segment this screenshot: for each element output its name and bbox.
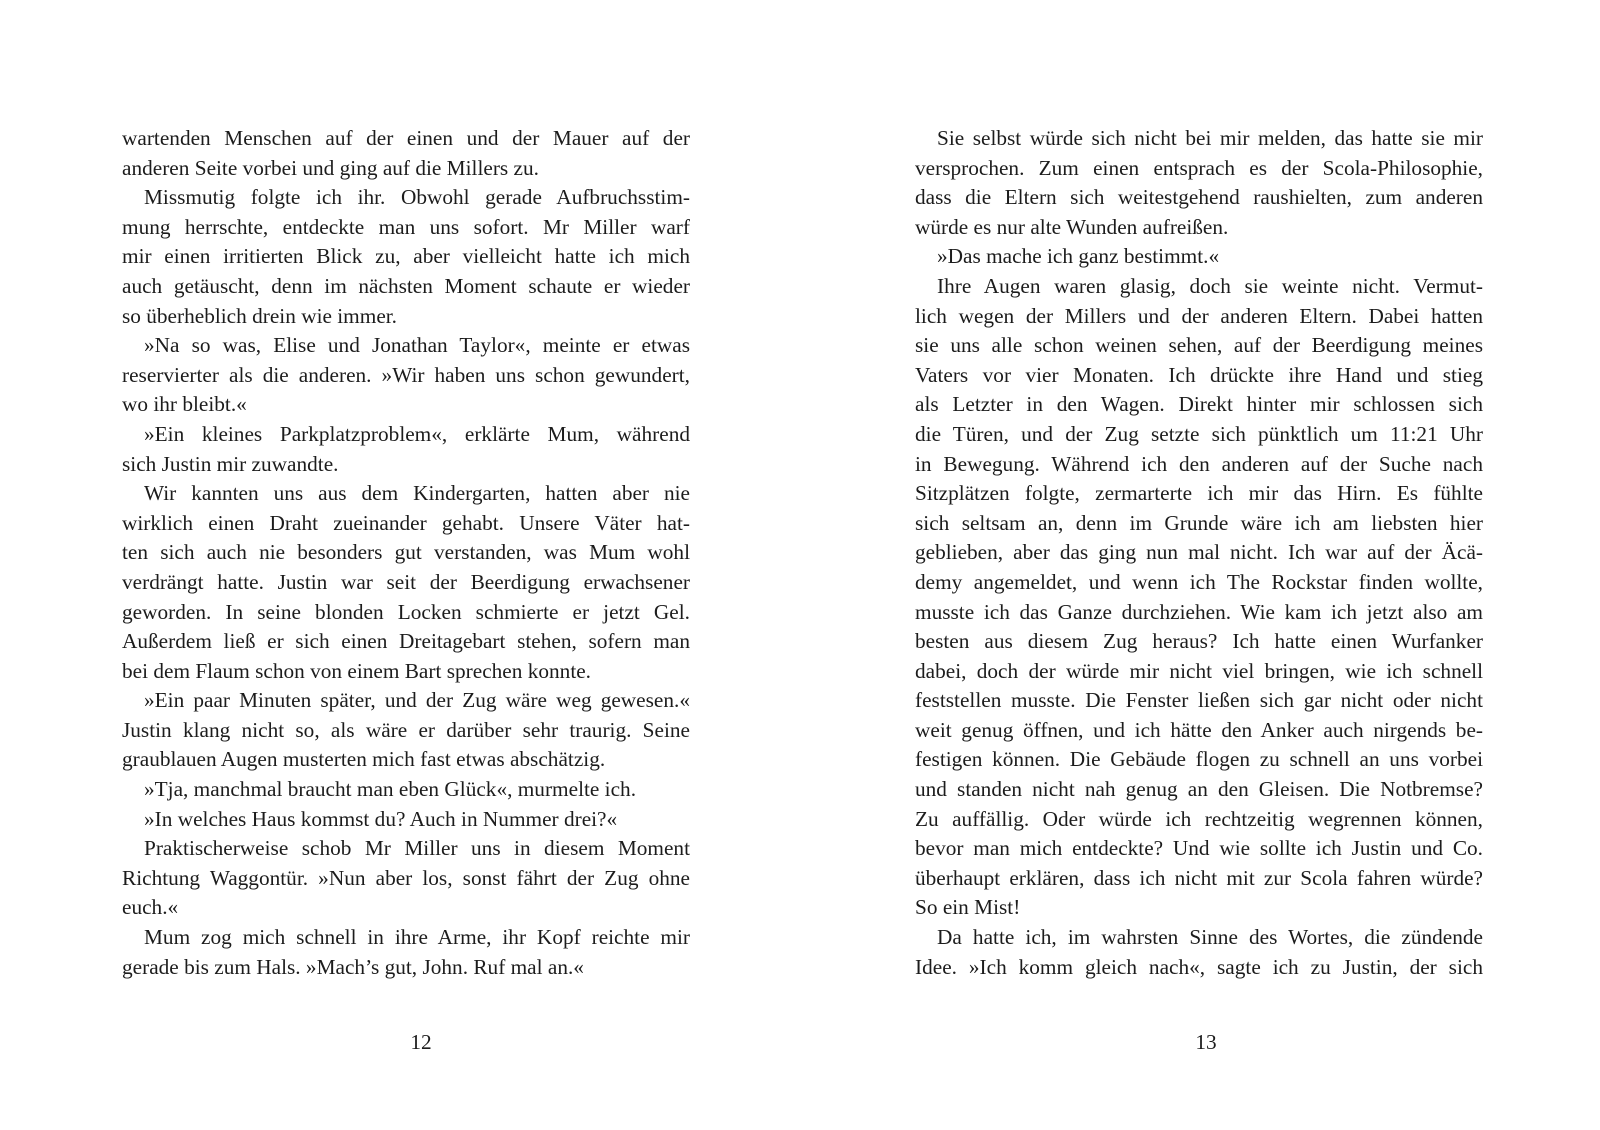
text-line: »In welches Haus kommst du? Auch in Nummer drei?« <box>144 806 618 831</box>
left-page-text <box>122 124 690 982</box>
right-page <box>800 0 1600 1130</box>
text-line: mir einen irritierten Blick zu, aber vielleicht hatte ich mich <box>122 244 690 269</box>
text-line: graublauen Augen musterten mich fast etwas abschätzig. <box>122 747 606 772</box>
text-line: So ein Mist! <box>915 895 1021 920</box>
text-line: so überheblich drein wie immer. <box>122 303 398 328</box>
text-line: Da hatte ich, im wahrsten Sinne des Wortes, die zündende <box>937 925 1483 950</box>
text-line: in Bewegung. Während ich den anderen auf der Suche nach <box>915 451 1483 476</box>
text-line: »Tja, manchmal braucht man eben Glück«, murmelte ich. <box>144 777 637 802</box>
text-line: lich wegen der Millers und der anderen Eltern. Dabei hatten <box>915 303 1483 328</box>
text-line: gerade bis zum Hals. »Mach’s gut, John. Ruf mal an.« <box>122 954 584 979</box>
text-line: als Letzter in den Wagen. Direkt hinter mir schlossen sich <box>915 392 1483 417</box>
text-line: bei dem Flaum schon von einem Bart sprechen konnte. <box>122 658 592 683</box>
text-line: und standen nicht nah genug an den Gleisen. Die Notbremse? <box>915 777 1483 802</box>
text-line: »Das mache ich ganz bestimmt.« <box>937 244 1220 269</box>
text-line: besten aus diesem Zug heraus? Ich hatte einen Wurfanker <box>915 629 1483 654</box>
text-line: Zu auffällig. Oder würde ich rechtzeitig wegrennen können, <box>915 806 1483 831</box>
text-line: auch getäuscht, denn im nächsten Moment schaute er wieder <box>122 273 690 298</box>
left-page-number: 12 <box>410 1030 432 1054</box>
text-line: dabei, doch der würde mir nicht viel bringen, wie ich schnell <box>915 658 1483 683</box>
text-line: Vaters vor vier Monaten. Ich drückte ihre Hand und stieg <box>915 362 1483 387</box>
text-line: »Ein kleines Parkplatzproblem«, erklärte Mum, während <box>144 421 690 446</box>
text-line: Wir kannten uns aus dem Kindergarten, hatten aber nie <box>144 481 690 506</box>
text-line: mung herrschte, entdeckte man uns sofort. Mr Miller warf <box>122 214 690 239</box>
text-line: Richtung Waggontür. »Nun aber los, sonst fährt der Zug ohne <box>122 865 690 890</box>
text-line: Justin klang nicht so, als wäre er darüber sehr traurig. Seine <box>122 717 690 742</box>
text-line: festigen können. Die Gebäude flogen zu schnell an uns vorbei <box>915 747 1483 772</box>
text-line: Ihre Augen waren glasig, doch sie weinte nicht. Vermut- <box>937 273 1483 298</box>
text-line: Mum zog mich schnell in ihre Arme, ihr Kopf reichte mir <box>144 925 690 950</box>
text-line: wartenden Menschen auf der einen und der Mauer auf der <box>122 126 690 150</box>
text-line: sich seltsam an, denn im Grunde wäre ich am liebsten hier <box>915 510 1483 535</box>
text-line: Praktischerweise schob Mr Miller uns in diesem Moment <box>144 836 690 861</box>
text-line: versprochen. Zum einen entsprach es der Scola-Philosophie, <box>915 155 1483 180</box>
text-line: geworden. In seine blonden Locken schmierte er jetzt Gel. <box>122 599 690 624</box>
text-line: musste ich das Ganze durchziehen. Wie kam ich jetzt also am <box>915 599 1483 624</box>
text-line: Idee. »Ich komm gleich nach«, sagte ich zu Justin, der sich <box>915 954 1483 979</box>
text-line: bevor man mich entdeckte? Und wie sollte ich Justin und Co. <box>915 836 1483 861</box>
text-line: »Na so was, Elise und Jonathan Taylor«, meinte er etwas <box>144 333 690 358</box>
text-line: »Ein paar Minuten später, und der Zug wäre weg gewesen.« <box>144 688 690 713</box>
text-line: Sie selbst würde sich nicht bei mir melden, das hatte sie mir <box>937 126 1483 150</box>
text-line: reservierter als die anderen. »Wir haben uns schon gewundert, <box>122 362 690 387</box>
text-line: wirklich einen Draht zueinander gehabt. Unsere Väter hat- <box>122 510 690 535</box>
text-line: dass die Eltern sich weitestgehend raushielten, zum anderen <box>915 185 1483 210</box>
text-line: ten sich auch nie besonders gut verstanden, was Mum wohl <box>122 540 690 565</box>
text-line: die Türen, und der Zug setzte sich pünktlich um 11:21 Uhr <box>915 421 1483 446</box>
text-line: geblieben, aber das ging nun mal nicht. Ich war auf der Äcä- <box>915 540 1483 565</box>
text-line: wo ihr bleibt.« <box>122 392 247 417</box>
right-page-number: 13 <box>1195 1030 1217 1054</box>
text-line: überhaupt erklären, dass ich nicht mit zur Scola fahren würde? <box>915 865 1483 890</box>
text-line: demy angemeldet, und wenn ich The Rockstar finden wollte, <box>915 569 1483 594</box>
text-line: verdrängt hatte. Justin war seit der Beerdigung erwachsener <box>122 569 690 594</box>
right-page-text <box>915 124 1483 982</box>
text-line: euch.« <box>122 895 179 920</box>
text-line: sich Justin mir zuwandte. <box>122 451 339 476</box>
text-line: würde es nur alte Wunden aufreißen. <box>915 214 1229 239</box>
text-line: sie uns alle schon weinen sehen, auf der Beerdigung meines <box>915 333 1483 358</box>
text-line: Außerdem ließ er sich einen Dreitagebart stehen, sofern man <box>122 629 690 654</box>
text-line: feststellen musste. Die Fenster ließen sich gar nicht oder nicht <box>915 688 1483 713</box>
text-line: anderen Seite vorbei und ging auf die Millers zu. <box>122 155 539 180</box>
text-line: Sitzplätzen folgte, zermarterte ich mir das Hirn. Es fühlte <box>915 481 1483 506</box>
text-line: Missmutig folgte ich ihr. Obwohl gerade Aufbruchsstim- <box>144 185 690 210</box>
text-line: weit genug öffnen, und ich hätte den Anker auch nirgends be- <box>915 717 1483 742</box>
